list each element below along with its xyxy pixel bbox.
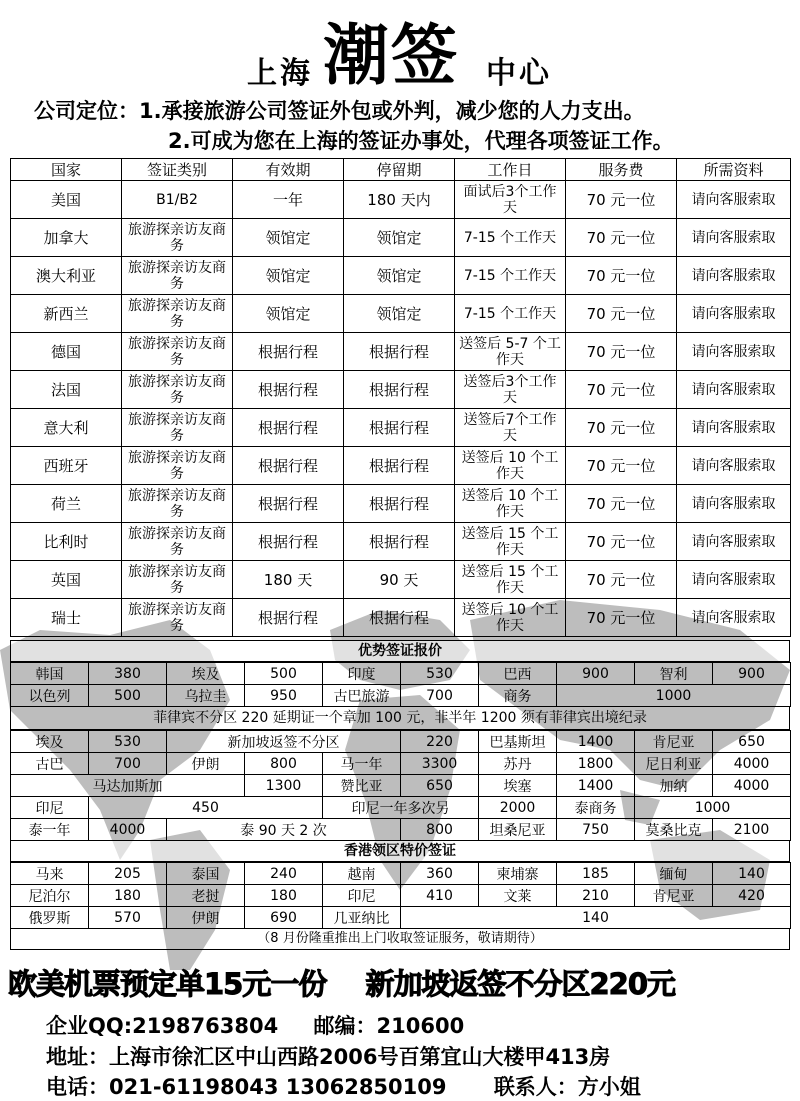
price-cell: 埃及: [11, 731, 89, 753]
singapore-promo: 新加坡返签不分区220元: [365, 967, 676, 1001]
table-cell: 7-15 个工作天: [455, 219, 566, 257]
price-cell: 俄罗斯: [11, 907, 89, 929]
table-cell: 请向客服索取: [677, 257, 791, 295]
table-cell: 瑞士: [11, 599, 122, 637]
price-cell: 205: [89, 863, 167, 885]
table-cell: 旅游探亲访友商务: [122, 447, 233, 485]
table-cell: 70 元一位: [566, 181, 677, 219]
table-cell: 根据行程: [233, 599, 344, 637]
table-cell: 根据行程: [344, 447, 455, 485]
table-cell: 180 天: [233, 561, 344, 599]
visa-table-body: [11, 181, 791, 637]
table-cell: 旅游探亲访友商务: [122, 485, 233, 523]
price-cell: 1300: [245, 775, 323, 797]
price-cell: 印度: [323, 663, 401, 685]
table-cell: 70 元一位: [566, 257, 677, 295]
qq-row: [46, 1010, 464, 1040]
price-cell: 950: [245, 685, 323, 707]
table-cell: 旅游探亲访友商务: [122, 523, 233, 561]
price-cell: 800: [401, 819, 479, 841]
table-cell: 送签后 10 个工作天: [455, 485, 566, 523]
price-cell: 加纳: [635, 775, 713, 797]
table-row: [11, 523, 791, 561]
price-cell: 1000: [635, 797, 791, 819]
price-cell: 古巴: [11, 753, 89, 775]
price-row: [11, 775, 791, 797]
table-cell: 请向客服索取: [677, 561, 791, 599]
price-cell: 乌拉圭: [167, 685, 245, 707]
table-cell: 送签后 5-7 个工作天: [455, 333, 566, 371]
table-cell: 90 天: [344, 561, 455, 599]
table-cell: 7-15 个工作天: [455, 257, 566, 295]
price-row: [11, 797, 791, 819]
price-cell: 马一年: [323, 753, 401, 775]
table-cell: 德国: [11, 333, 122, 371]
price-cell: 570: [89, 907, 167, 929]
price-cell: 650: [401, 775, 479, 797]
column-header: 工作日: [455, 159, 566, 181]
qq-number: 企业QQ:2198763804: [46, 1014, 279, 1038]
table-row: [11, 599, 791, 637]
table-cell: 旅游探亲访友商务: [122, 561, 233, 599]
table-cell: 送签后 15 个工作天: [455, 523, 566, 561]
advantage-table-2: [10, 730, 791, 841]
promo-banner: [8, 962, 798, 1003]
table-row: [11, 181, 791, 219]
table-cell: 根据行程: [233, 371, 344, 409]
table-cell: 澳大利亚: [11, 257, 122, 295]
table-cell: 70 元一位: [566, 409, 677, 447]
table-row: [11, 409, 791, 447]
price-cell: 4000: [713, 775, 791, 797]
contact-person: 联系人：方小姐: [493, 1075, 641, 1099]
visa-table-header: [11, 159, 791, 181]
title-main: 潮签: [323, 16, 459, 94]
table-row: [11, 219, 791, 257]
price-row: [11, 907, 791, 929]
price-row: [11, 885, 791, 907]
table-cell: 面试后3个工作天: [455, 181, 566, 219]
air-ticket-promo: 欧美机票预定单15元一份: [8, 967, 327, 1001]
table-cell: 请向客服索取: [677, 409, 791, 447]
table-cell: 领馆定: [233, 295, 344, 333]
price-cell: 185: [557, 863, 635, 885]
price-row: [11, 685, 791, 707]
price-cell: 缅甸: [635, 863, 713, 885]
price-cell: 泰一年: [11, 819, 89, 841]
table-row: [11, 333, 791, 371]
price-cell: 360: [401, 863, 479, 885]
price-cell: 泰国: [167, 863, 245, 885]
price-cell: 140: [401, 907, 791, 929]
price-cell: 800: [245, 753, 323, 775]
table-cell: 180 天内: [344, 181, 455, 219]
price-cell: 700: [401, 685, 479, 707]
table-row: [11, 561, 791, 599]
price-cell: 泰商务: [557, 797, 635, 819]
table-cell: 70 元一位: [566, 523, 677, 561]
hongkong-table: [10, 862, 791, 929]
table-cell: 旅游探亲访友商务: [122, 333, 233, 371]
price-cell: 莫桑比克: [635, 819, 713, 841]
advantage-section: [10, 640, 790, 950]
table-cell: B1/B2: [122, 181, 233, 219]
price-cell: 1000: [557, 685, 791, 707]
table-cell: 比利时: [11, 523, 122, 561]
table-cell: 根据行程: [233, 409, 344, 447]
price-cell: 智利: [635, 663, 713, 685]
table-cell: 送签后7个工作天: [455, 409, 566, 447]
table-cell: 加拿大: [11, 219, 122, 257]
visa-table: [10, 158, 791, 637]
table-cell: 领馆定: [344, 295, 455, 333]
table-row: [11, 485, 791, 523]
price-cell: 巴西: [479, 663, 557, 685]
price-cell: 4000: [713, 753, 791, 775]
advantage-title: 优势签证报价: [10, 640, 790, 662]
intro-line-2: 2.可成为您在上海的签证办事处，代理各项签证工作。: [168, 129, 674, 153]
price-cell: 180: [245, 885, 323, 907]
price-cell: 700: [89, 753, 167, 775]
price-cell: 410: [401, 885, 479, 907]
price-cell: 500: [245, 663, 323, 685]
table-cell: 70 元一位: [566, 295, 677, 333]
table-cell: 请向客服索取: [677, 219, 791, 257]
table-row: [11, 257, 791, 295]
price-cell: 750: [557, 819, 635, 841]
price-cell: 埃塞: [479, 775, 557, 797]
table-cell: 领馆定: [233, 257, 344, 295]
price-cell: 900: [557, 663, 635, 685]
table-cell: 请向客服索取: [677, 485, 791, 523]
price-cell: 肯尼亚: [635, 731, 713, 753]
table-cell: 根据行程: [233, 523, 344, 561]
table-cell: 根据行程: [344, 523, 455, 561]
postcode: 邮编：210600: [313, 1014, 465, 1038]
table-cell: 旅游探亲访友商务: [122, 409, 233, 447]
price-cell: 4000: [89, 819, 167, 841]
price-cell: 900: [713, 663, 791, 685]
page-title: [0, 0, 800, 96]
table-cell: 旅游探亲访友商务: [122, 257, 233, 295]
price-cell: 3300: [401, 753, 479, 775]
table-cell: 旅游探亲访友商务: [122, 599, 233, 637]
table-cell: 意大利: [11, 409, 122, 447]
price-cell: 新加坡返签不分区: [167, 731, 401, 753]
table-cell: 旅游探亲访友商务: [122, 371, 233, 409]
table-cell: 领馆定: [344, 257, 455, 295]
price-cell: 650: [713, 731, 791, 753]
table-cell: 请向客服索取: [677, 181, 791, 219]
price-cell: 1800: [557, 753, 635, 775]
price-cell: 印尼一年多次另: [323, 797, 479, 819]
table-cell: 旅游探亲访友商务: [122, 219, 233, 257]
price-cell: 380: [89, 663, 167, 685]
table-cell: 请向客服索取: [677, 295, 791, 333]
column-header: 国家: [11, 159, 122, 181]
hongkong-title: 香港领区特价签证: [10, 841, 790, 862]
price-cell: 240: [245, 863, 323, 885]
table-cell: 根据行程: [233, 333, 344, 371]
price-row: [11, 731, 791, 753]
price-cell: 450: [89, 797, 323, 819]
price-cell: 180: [89, 885, 167, 907]
price-cell: 210: [557, 885, 635, 907]
table-row: [11, 447, 791, 485]
table-cell: 根据行程: [344, 371, 455, 409]
price-row: [11, 663, 791, 685]
table-cell: 西班牙: [11, 447, 122, 485]
price-cell: 尼泊尔: [11, 885, 89, 907]
title-prefix: 上海: [247, 56, 313, 91]
price-cell: 马达加斯加: [11, 775, 245, 797]
table-cell: 新西兰: [11, 295, 122, 333]
phone-numbers: 电话：021-61198043 13062850109: [46, 1075, 447, 1099]
table-cell: 送签后 15 个工作天: [455, 561, 566, 599]
table-cell: 根据行程: [344, 409, 455, 447]
table-cell: 70 元一位: [566, 561, 677, 599]
price-cell: 坦桑尼亚: [479, 819, 557, 841]
price-cell: 220: [401, 731, 479, 753]
price-cell: 几亚纳比: [323, 907, 401, 929]
company-positioning: [34, 96, 784, 156]
price-cell: 1400: [557, 775, 635, 797]
price-cell: 韩国: [11, 663, 89, 685]
price-cell: 530: [89, 731, 167, 753]
table-cell: 根据行程: [344, 485, 455, 523]
price-cell: 伊朗: [167, 907, 245, 929]
price-cell: 印尼: [323, 885, 401, 907]
table-cell: 英国: [11, 561, 122, 599]
advantage-table: [10, 662, 791, 707]
table-cell: 70 元一位: [566, 447, 677, 485]
door-service-note: （8 月份隆重推出上门收取签证服务，敬请期待）: [10, 929, 790, 950]
table-cell: 根据行程: [344, 333, 455, 371]
price-cell: 530: [401, 663, 479, 685]
phone-row: [46, 1071, 641, 1101]
table-cell: 荷兰: [11, 485, 122, 523]
table-cell: 请向客服索取: [677, 371, 791, 409]
table-cell: 根据行程: [233, 485, 344, 523]
table-cell: 请向客服索取: [677, 333, 791, 371]
table-cell: 请向客服索取: [677, 447, 791, 485]
table-cell: 请向客服索取: [677, 523, 791, 561]
table-cell: 送签后 10 个工作天: [455, 599, 566, 637]
column-header: 停留期: [344, 159, 455, 181]
price-cell: 商务: [479, 685, 557, 707]
price-cell: 1400: [557, 731, 635, 753]
table-cell: 70 元一位: [566, 485, 677, 523]
table-cell: 70 元一位: [566, 333, 677, 371]
price-cell: 老挝: [167, 885, 245, 907]
table-row: [11, 295, 791, 333]
price-cell: 马来: [11, 863, 89, 885]
price-cell: 140: [713, 863, 791, 885]
table-cell: 送签后3个工作天: [455, 371, 566, 409]
table-cell: 法国: [11, 371, 122, 409]
price-cell: 尼日利亚: [635, 753, 713, 775]
column-header: 所需资料: [677, 159, 791, 181]
table-cell: 美国: [11, 181, 122, 219]
price-cell: 420: [713, 885, 791, 907]
title-suffix: 中心: [486, 56, 552, 91]
price-cell: 苏丹: [479, 753, 557, 775]
table-cell: 70 元一位: [566, 599, 677, 637]
table-cell: 70 元一位: [566, 371, 677, 409]
table-cell: 领馆定: [233, 219, 344, 257]
price-cell: 690: [245, 907, 323, 929]
table-cell: 领馆定: [344, 219, 455, 257]
price-cell: 肯尼亚: [635, 885, 713, 907]
table-cell: 一年: [233, 181, 344, 219]
column-header: 签证类别: [122, 159, 233, 181]
price-row: [11, 753, 791, 775]
price-cell: 柬埔寨: [479, 863, 557, 885]
table-cell: 70 元一位: [566, 219, 677, 257]
price-cell: 2000: [479, 797, 557, 819]
price-cell: 2100: [713, 819, 791, 841]
price-cell: 以色列: [11, 685, 89, 707]
price-row: [11, 819, 791, 841]
price-cell: 赞比亚: [323, 775, 401, 797]
table-cell: 根据行程: [344, 599, 455, 637]
column-header: 有效期: [233, 159, 344, 181]
address: 地址：上海市徐汇区中山西路2006号百第宜山大楼甲413房: [46, 1045, 611, 1069]
price-cell: 古巴旅游: [323, 685, 401, 707]
table-row: [11, 371, 791, 409]
price-cell: 巴基斯坦: [479, 731, 557, 753]
intro-line-1: 公司定位：1.承接旅游公司签证外包或外判，减少您的人力支出。: [34, 99, 645, 123]
price-cell: 越南: [323, 863, 401, 885]
price-cell: 伊朗: [167, 753, 245, 775]
price-cell: 文莱: [479, 885, 557, 907]
table-cell: 7-15 个工作天: [455, 295, 566, 333]
philippines-note: 菲律宾不分区 220 延期证一个章加 100 元，非半年 1200 须有菲律宾出境纪录: [10, 707, 790, 730]
price-row: [11, 863, 791, 885]
price-cell: 埃及: [167, 663, 245, 685]
table-cell: 根据行程: [233, 447, 344, 485]
column-header: 服务费: [566, 159, 677, 181]
table-cell: 旅游探亲访友商务: [122, 295, 233, 333]
table-cell: 送签后 10 个工作天: [455, 447, 566, 485]
price-cell: 泰 90 天 2 次: [167, 819, 401, 841]
price-cell: 印尼: [11, 797, 89, 819]
price-cell: 500: [89, 685, 167, 707]
table-cell: 请向客服索取: [677, 599, 791, 637]
